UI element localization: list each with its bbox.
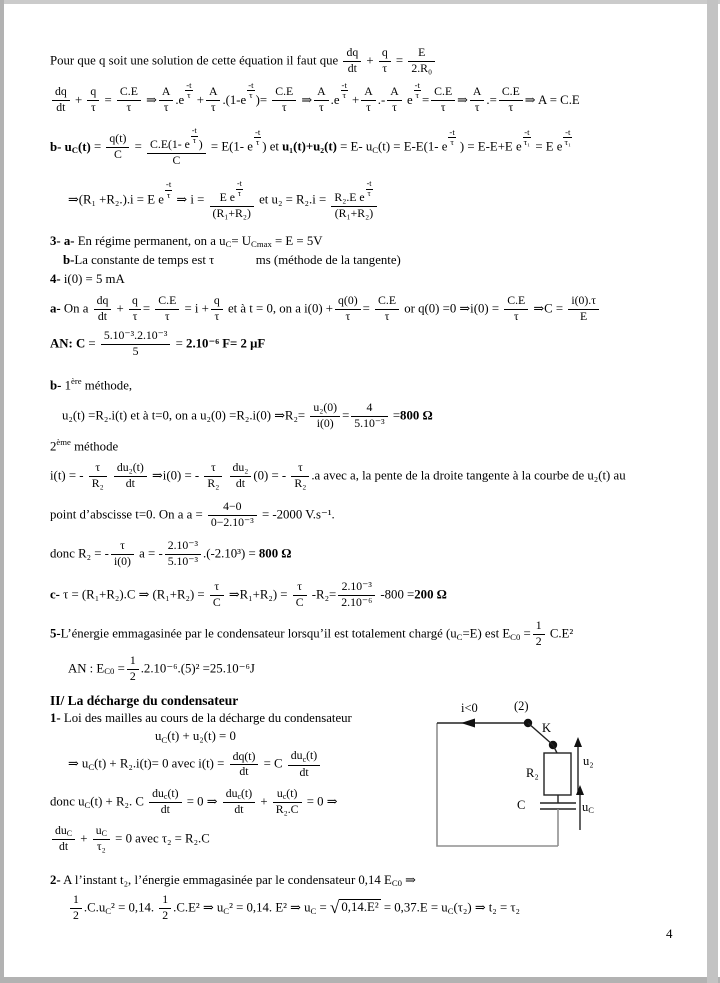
u2-arrow-icon [574, 737, 582, 747]
math-line-6: b-La constante de temps est τ ms (méthode de la tangente) [63, 252, 401, 267]
circuit-diagram [430, 693, 615, 858]
circuit-wires [430, 693, 615, 858]
page-edge-bottom [0, 977, 720, 983]
math-line-13: i(t) = - $\frac{\tau}{\text{R₂}}$ $\frac{\text{du₂(t)}}{dt}$ ⇒i(0) = - $\frac{\tau}{\text{R₂}}$ $\frac{\text{du₂}}{dt}$ (0) = - $\frac{\tau}{\text{R₂}}$ .a avec a, la pente de la droite tangente à la courbe de u₂(t) au [50, 461, 626, 491]
section-heading: II/ La décharge du condensateur [50, 692, 239, 708]
math-line-26: $\frac{1}{2}$ .C.uC² = 0,14. $\frac{1}{2}$ .C.E² ⇒ uC² = 0,14. E² ⇒ uC = √ 0,14.E² = 0,37.E = uC(τ₂) ⇒ t₂ = τ₂ [68, 893, 698, 924]
math-line-16: c- τ = (R₁+R₂).C ⇒ (R₁+R₂) = $\frac{\tau}{C}$ ⇒R₁+R₂) = $\frac{\tau}{C}$ -R₂= $\frac{\text{2.10⁻³}}{\text{2.10⁻⁶}}$ -800 =200 Ω [50, 579, 447, 609]
math-line-8: a- On a $\frac{dq}{dt}$ + $\frac{q}{\tau}$ = $\frac{C.E}{\tau}$ = i + $\frac{q}{\tau}$ et à t = 0, on a i(0) + $\frac{q(0)}{\tau}$ = $\frac{C.E}{\tau}$ or q(0) =0 ⇒i(0) = $\frac{C.E}{\tau}$ ⇒C = $\frac{i(0).\tau}{E}$ [50, 294, 698, 325]
u2-voltage-label: u₂ [583, 754, 594, 768]
page-edge-left [0, 0, 4, 983]
uc-arrow-icon [576, 785, 584, 795]
math-line-22: ⇒ uC(t) + R₂.i(t)= 0 avec i(t) = $\frac{dq(t)}{dt}$ = C $\frac{\text{duc(t)}}{dt}$ [68, 749, 698, 780]
page-number: 4 [666, 926, 673, 941]
math-line-2: $\frac{dq}{dt}$ + $\frac{q}{\tau}$ = $\frac{C.E}{\tau}$ ⇒ $\frac{A}{\tau}$ .e $\frac{-t}{\tau}$ + $\frac{A}{\tau}$ .(1-e $\frac{-t}{\tau}$ )= $\frac{C.E}{\tau}$ ⇒ $\frac{A}{\tau}$ .e $\frac{-t}{\tau}$ + $\frac{A}{\tau}$ .- $\frac{A}{\tau}$ e $\frac{-t}{\tau}$ = $\frac{C.E}{\tau}$ ⇒ $\frac{A}{\tau}$ .= $\frac{C.E}{\tau}$ ⇒ A = C.E [50, 81, 698, 116]
math-line-18: AN : EC0 = $\frac{1}{2}$ .2.10⁻⁶.(5)² =25.10⁻⁶J [68, 653, 255, 683]
math-line-3: b- uC(t) = $\frac{q(t)}{C}$ = C.E(1- e $\frac{-t}{\tau}$ ) C = E(1- e $\frac{-t}{\tau}$ ) et u₁(t)+u₂(t) = E- uC(t) = E-E(1- e $\frac{-t}{\tau}$ ) = E-E+E e $\frac{-t}{\text{τ₁}}$ = E e $\frac{-t}{\text{τ₁}}$ [50, 126, 571, 168]
math-line-24: $\frac{\text{duC}}{dt}$ + $\frac{uC}{\text{τ₂}}$ = 0 avec τ₂ = R₂.C [50, 824, 698, 855]
page-edge-top [0, 0, 720, 4]
math-line-12: 2ème méthode [50, 436, 119, 454]
math-line-9: AN: C = $\frac{\text{5.10⁻³.2.10⁻³}}{5}$ = 2.10⁻⁶ F= 2 μF [50, 328, 266, 358]
uc-voltage-label: uC [582, 800, 594, 816]
math-line-14: point d’abscisse t=0. On a a = $\frac{4-0}{\text{0−2.10⁻³}}$ = -2000 V.s⁻¹. [50, 500, 335, 529]
resistor-symbol [544, 753, 571, 795]
current-arrow-icon [461, 719, 475, 728]
switch-label: K [542, 721, 552, 735]
math-line-11: u₂(t) =R₂.i(t) et à t=0, on a u₂(0) =R₂.i(0) ⇒R₂= $\frac{\text{u₂(0)}}{i(0)}$ = $\frac{4}{\text{5.10⁻³}}$ =800 Ω [62, 400, 433, 430]
math-line-7: 4- i(0) = 5 mA [50, 271, 125, 286]
math-line-4: ⇒(R₁ +R₂.).i = E e $\frac{-t}{\tau}$ ⇒ i = E e $\frac{-t}{\tau}$ (R₁+R₂) et u₂ = R₂.i = R₂.E e $\frac{-t}{\tau}$ (R₁+R₂) [68, 179, 698, 222]
math-line-21: uC(t) + u₂(t) = 0 [155, 729, 236, 745]
current-label: i<0 [461, 701, 478, 715]
capacitor-label: C [517, 798, 526, 812]
page-edge-right [707, 0, 718, 983]
math-line-23: donc uC(t) + R₂. C $\frac{\text{duc(t)}}{dt}$ = 0 ⇒ $\frac{\text{duc(t)}}{dt}$ + $\frac{uc(t)}{\text{R₂.C}}$ = 0 ⇒ [50, 786, 338, 816]
resistor-label: R₂ [526, 766, 539, 780]
math-line-20: 1- Loi des mailles au cours de la décharge du condensateur [50, 711, 352, 726]
math-line-1: Pour que q soit une solution de cette équation il faut que $\frac{dq}{dt}$ + $\frac{q}{\tau}$ = $\frac{E}{\text{2.R₀}}$ [50, 46, 698, 77]
math-line-15: donc R₂ = - $\frac{\tau}{i(0)}$ a = - $\frac{\text{2.10⁻³}}{\text{5.10⁻³}}$ .(-2.10³) = 800 Ω [50, 538, 292, 568]
math-line-10: b- 1ère méthode, [50, 376, 133, 393]
math-line-25: 2- A l’instant t₂, l’énergie emmagasinée par le condensateur 0,14 EC0 ⇒ [50, 872, 416, 889]
math-line-17: 5-L’énergie emmagasinée par le condensateur lorsqu’il est totalement chargé (uC=E) est EC0 = $\frac{1}{2}$ C.E² [50, 618, 574, 648]
math-line-5: 3- a- En régime permanent, on a uC= UCmax = E = 5V [50, 233, 323, 250]
switch-position-label: (2) [514, 699, 529, 713]
